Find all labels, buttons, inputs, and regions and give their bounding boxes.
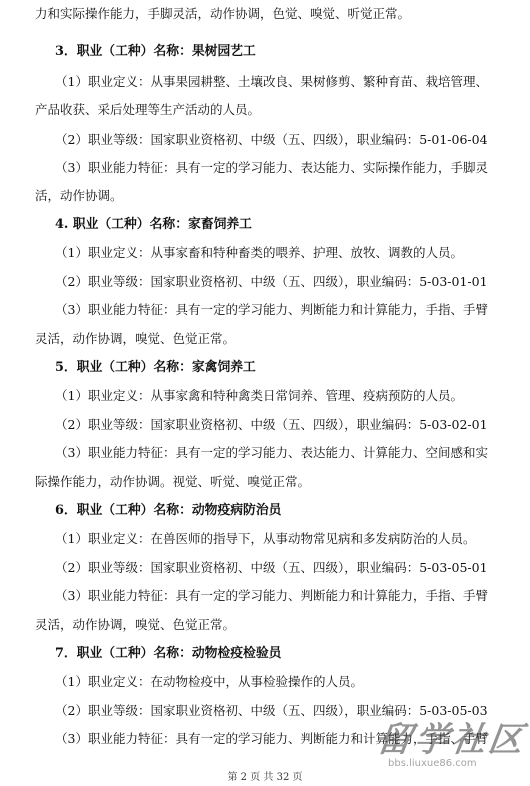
site-watermark [370,712,530,782]
page-number-footer: 第 2 页 共 32 页 [227,772,303,783]
paragraph-line: 活，动作协调。 [35,188,123,203]
paragraph-line: （2）职业等级：国家职业资格初、中级（五、四级），职业编码：5-01-06-04 [55,132,488,147]
section-heading-fruit-gardener: 3．职业（工种）名称：果树园艺工 [55,44,256,59]
paragraph-line: （1）职业定义：从事家禽和特种禽类日常饲养、管理、疫病预防的人员。 [55,388,463,403]
paragraph-line: （3）职业能力特征：具有一定的学习能力、判断能力和计算能力，手指、手臂 [55,302,488,317]
paragraph-line: （2）职业等级：国家职业资格初、中级（五、四级），职业编码：5-03-05-03 [55,703,488,718]
paragraph-line: （3）职业能力特征：具有一定的学习能力、判断能力和计算能力，手指、手臂 [55,588,488,603]
watermark-url: bbs.liuxue86.com [388,758,477,769]
paragraph-line: （2）职业等级：国家职业资格初、中级（五、四级），职业编码：5-03-05-01 [55,560,488,575]
section-heading-animal-disease-worker: 6．职业（工种）名称：动物疫病防治员 [55,503,282,518]
paragraph-line: 力和实际操作能力，手脚灵活，动作协调，色觉、嗅觉、听觉正常。 [35,6,411,21]
paragraph-line: 产品收获、采后处理等生产活动的人员。 [35,102,261,117]
watermark-logo: 留学社区 [374,720,529,760]
paragraph-line: 际操作能力，动作协调。视觉、听觉、嗅觉正常。 [35,474,311,489]
paragraph-line: （1）职业定义：在动物检疫中，从事检验操作的人员。 [55,674,363,689]
paragraph-line: 灵活，动作协调，嗅觉、色觉正常。 [35,331,236,346]
paragraph-line: （2）职业等级：国家职业资格初、中级（五、四级），职业编码：5-03-02-01 [55,417,488,432]
paragraph-line: （3）职业能力特征：具有一定的学习能力、判断能力和计算能力，手指、手臂 [55,731,488,746]
paragraph-line: （3）职业能力特征：具有一定的学习能力、表达能力、实际操作能力，手脚灵 [55,160,488,175]
paragraph-line: （1）职业定义：从事家畜和特种畜类的喂养、护理、放牧、调教的人员。 [55,245,463,260]
section-heading-animal-quarantine-inspector: 7．职业（工种）名称：动物检疫检验员 [55,646,282,661]
paragraph-line: （3）职业能力特征：具有一定的学习能力、表达能力、计算能力、空间感和实 [55,445,488,460]
paragraph-line: 灵活，动作协调，嗅觉、色觉正常。 [35,617,236,632]
section-heading-livestock-keeper: 4. 职业（工种）名称：家畜饲养工 [55,217,252,232]
section-heading-poultry-keeper: 5．职业（工种）名称：家禽饲养工 [55,360,256,375]
paragraph-line: （1）职业定义：在兽医师的指导下，从事动物常见病和多发病防治的人员。 [55,531,476,546]
paragraph-line: （1）职业定义：从事果园耕整、土壤改良、果树修剪、繁种育苗、栽培管理、 [55,74,488,89]
paragraph-line: （2）职业等级：国家职业资格初、中级（五、四级），职业编码：5-03-01-01 [55,274,488,289]
